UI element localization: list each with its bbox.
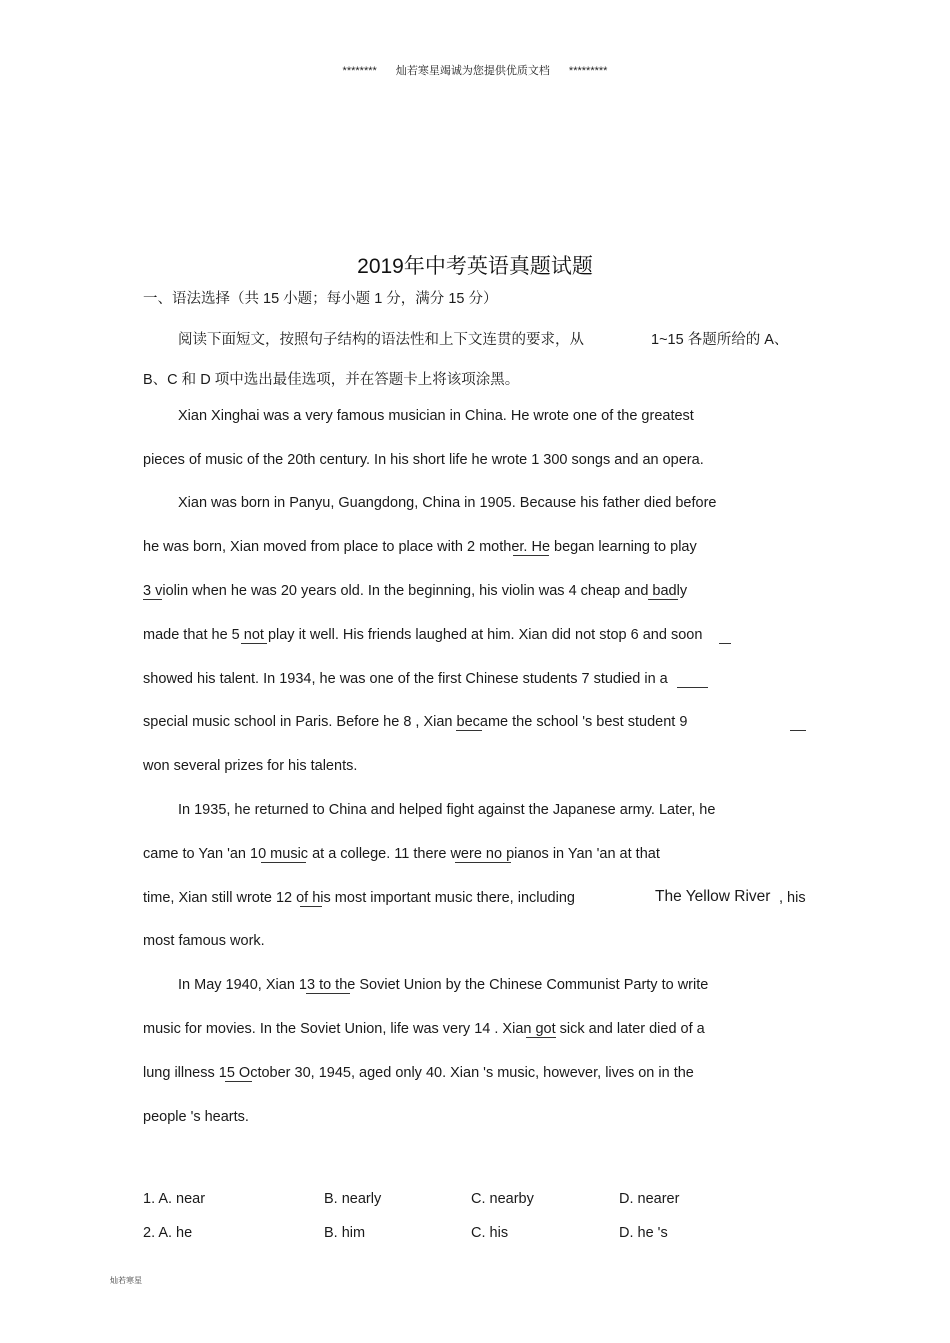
page-footer: 灿若寒星 bbox=[110, 1276, 142, 1285]
passage-line: he was born, Xian moved from place to place with 2 mother. He began learning to play bbox=[143, 539, 697, 555]
blank-underline bbox=[790, 730, 806, 731]
question-2-option-b: B. him bbox=[324, 1225, 366, 1241]
blank-underline bbox=[300, 906, 322, 907]
header-stars-left: ******** bbox=[342, 65, 377, 77]
instruction-line-2: B、C 和 D 项中选出最佳选项，并在答题卡上将该项涂黑。 bbox=[143, 372, 520, 388]
header-text: 灿若寒星竭诚为您提供优质文档 bbox=[395, 65, 550, 77]
question-2-option-d: D. he 's bbox=[619, 1225, 668, 1241]
question-1-option-a: 1. A. near bbox=[143, 1191, 206, 1207]
question-1-option-b: B. nearly bbox=[324, 1191, 382, 1207]
question-2-option-a: 2. A. he bbox=[143, 1225, 193, 1241]
blank-underline bbox=[526, 1037, 556, 1038]
blank-underline bbox=[455, 862, 511, 863]
passage-line: special music school in Paris. Before he 8 , Xian became the school 's best student 9 bbox=[143, 714, 688, 730]
page-title: 2019年中考英语真题试题 bbox=[357, 255, 593, 278]
blank-underline bbox=[719, 643, 731, 644]
passage-line: time, Xian still wrote 12 of his most important music there, including bbox=[143, 890, 575, 906]
blank-underline bbox=[143, 599, 162, 600]
blank-underline bbox=[306, 993, 350, 994]
passage-line: pieces of music of the 20th century. In his short life he wrote 1 300 songs and an opera. bbox=[143, 452, 704, 468]
blank-underline bbox=[648, 599, 678, 600]
passage-line: 3 violin when he was 20 years old. In the beginning, his violin was 4 cheap and badly bbox=[143, 583, 688, 599]
passage-line: won several prizes for his talents. bbox=[143, 758, 358, 774]
passage-line: Xian was born in Panyu, Guangdong, China in 1905. Because his father died before bbox=[178, 495, 717, 511]
section-heading: 一、语法选择（共 15 小题；每小题 1 分，满分 15 分） bbox=[143, 291, 498, 307]
header-stars-right: ********* bbox=[568, 65, 608, 77]
blank-underline bbox=[513, 555, 549, 556]
instruction-line-1: 阅读下面短文，按照句子结构的语法性和上下文连贯的要求，从 bbox=[178, 332, 584, 348]
blank-underline bbox=[677, 687, 708, 688]
instruction-line-1b: 1~15 各题所给的 A、 bbox=[651, 332, 789, 348]
passage-line: In May 1940, Xian 13 to the Soviet Union by the Chinese Communist Party to write bbox=[178, 977, 709, 993]
passage-line: most famous work. bbox=[143, 933, 265, 949]
blank-underline bbox=[456, 730, 482, 731]
blank-underline bbox=[225, 1081, 252, 1082]
passage-line: , his bbox=[779, 890, 806, 906]
passage-line: came to Yan 'an 10 music at a college. 11 there were no pianos in Yan 'an at that bbox=[143, 846, 660, 862]
question-2-option-c: C. his bbox=[471, 1225, 509, 1241]
passage-line: people 's hearts. bbox=[143, 1109, 249, 1125]
question-1-option-d: D. nearer bbox=[619, 1191, 680, 1207]
blank-underline bbox=[261, 862, 306, 863]
passage-line: lung illness 15 October 30, 1945, aged only 40. Xian 's music, however, lives on in the bbox=[143, 1065, 694, 1081]
blank-underline bbox=[241, 643, 267, 644]
page-header bbox=[0, 62, 950, 78]
work-title: The Yellow River bbox=[655, 888, 771, 905]
passage-line: Xian Xinghai was a very famous musician in China. He wrote one of the greatest bbox=[178, 408, 694, 424]
passage-line: In 1935, he returned to China and helped fight against the Japanese army. Later, he bbox=[178, 802, 716, 818]
passage-line: made that he 5 not play it well. His friends laughed at him. Xian did not stop 6 and soon bbox=[143, 627, 703, 643]
question-1-option-c: C. nearby bbox=[471, 1191, 534, 1207]
passage-line: showed his talent. In 1934, he was one of the first Chinese students 7 studied in a bbox=[143, 671, 668, 687]
passage-line: music for movies. In the Soviet Union, life was very 14 . Xian got sick and later died of a bbox=[143, 1021, 705, 1037]
